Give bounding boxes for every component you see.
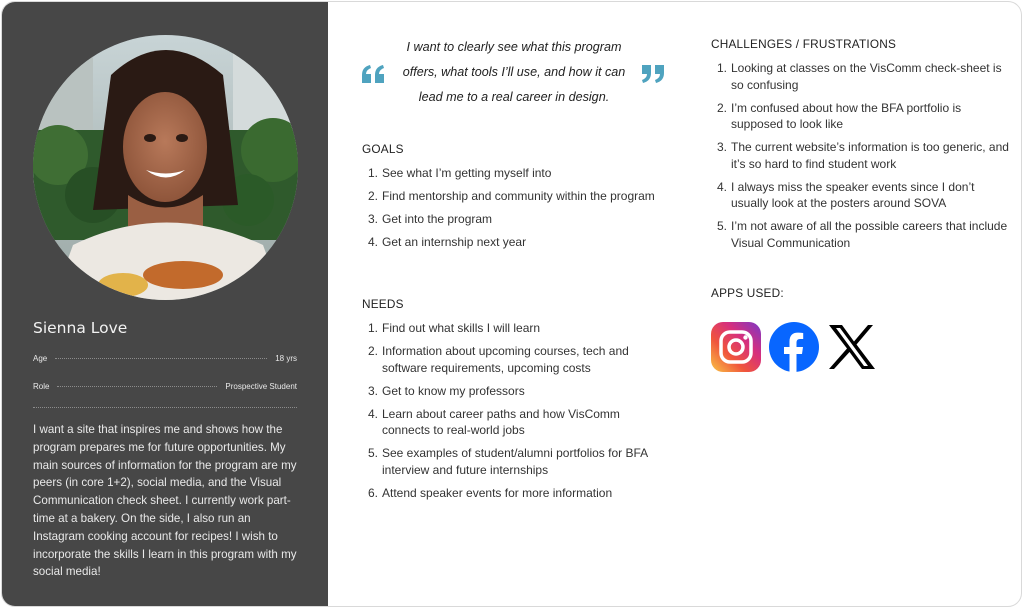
apps-heading: APPS USED: bbox=[711, 286, 784, 300]
challenges-list bbox=[711, 60, 1011, 258]
list-item: 1. Looking at classes on the VisComm check-sheet is so confusing bbox=[717, 61, 1002, 92]
list-item: 2. Information about upcoming courses, tech and software requirements, upcoming costs bbox=[368, 344, 629, 375]
dotted-leader bbox=[57, 386, 217, 387]
list-item: 4. Learn about career paths and how VisComm connects to real-world jobs bbox=[368, 406, 620, 437]
list-item: 3. Get to know my professors bbox=[368, 383, 525, 398]
needs-heading: NEEDS bbox=[362, 297, 404, 311]
role-label: Role bbox=[33, 381, 50, 391]
quote-line: offers, what tools I’ll use, and how it can bbox=[402, 65, 626, 79]
persona-name: Sienna Love bbox=[33, 319, 128, 337]
persona-photo bbox=[33, 35, 298, 300]
list-item: 4. Get an internship next year bbox=[368, 235, 527, 249]
age-value: 18 yrs bbox=[275, 353, 297, 363]
list-item: 2. I’m confused about how the BFA portfolio is supposed to look like bbox=[717, 100, 962, 131]
close-quote-icon bbox=[642, 65, 666, 83]
instagram-icon bbox=[711, 322, 761, 372]
quote-text bbox=[388, 35, 640, 110]
role-value: Prospective Student bbox=[225, 381, 297, 391]
challenges-heading: CHALLENGES / FRUSTRATIONS bbox=[711, 37, 897, 51]
goals-list bbox=[362, 165, 662, 257]
list-item: 1. Find out what skills I will learn bbox=[368, 321, 541, 335]
persona-bio: I want a site that inspires me and shows how the program prepares me for future opportunities. My main sources of information for the program are my peers (in core 1+2), social media, and the Visual Communication check sheet. I currently work part-time at a bakery. On the side, I also run an Instagram cooking account for recipes! I wish to incorporate the skills I learn in this program with my social media! bbox=[33, 423, 297, 579]
apps-row bbox=[711, 322, 885, 372]
list-item: 5. I’m not aware of all the possible careers that include Visual Communication bbox=[717, 219, 1008, 250]
list-item: 3. The current website’s information is too generic, and it’s so hard to find student work bbox=[717, 140, 1009, 171]
facebook-icon bbox=[769, 322, 819, 372]
persona-sidebar bbox=[2, 2, 328, 607]
list-item: 3. Get into the program bbox=[368, 212, 493, 226]
quote-block bbox=[360, 35, 668, 115]
quote-line: I want to clearly see what this program bbox=[406, 40, 622, 54]
x-icon bbox=[827, 322, 877, 372]
list-item: 6. Attend speaker events for more information bbox=[368, 485, 613, 500]
open-quote-icon bbox=[362, 65, 386, 83]
list-item: 1. See what I’m getting myself into bbox=[368, 166, 552, 180]
list-item: 5. See examples of student/alumni portfolios for BFA interview and future internships bbox=[368, 446, 648, 477]
age-label: Age bbox=[33, 353, 48, 363]
list-item: 2. Find mentorship and community within the program bbox=[368, 189, 655, 203]
list-item: 4. I always miss the speaker events since I don’t usually look at the posters around SOVA bbox=[717, 179, 975, 210]
age-row bbox=[33, 351, 297, 365]
dotted-leader bbox=[55, 358, 267, 359]
dotted-divider bbox=[33, 407, 297, 408]
needs-list bbox=[362, 320, 662, 508]
persona-card bbox=[1, 1, 1022, 607]
quote-line: lead me to a real career in design. bbox=[418, 90, 610, 104]
goals-heading: GOALS bbox=[362, 142, 404, 156]
role-row bbox=[33, 379, 297, 393]
